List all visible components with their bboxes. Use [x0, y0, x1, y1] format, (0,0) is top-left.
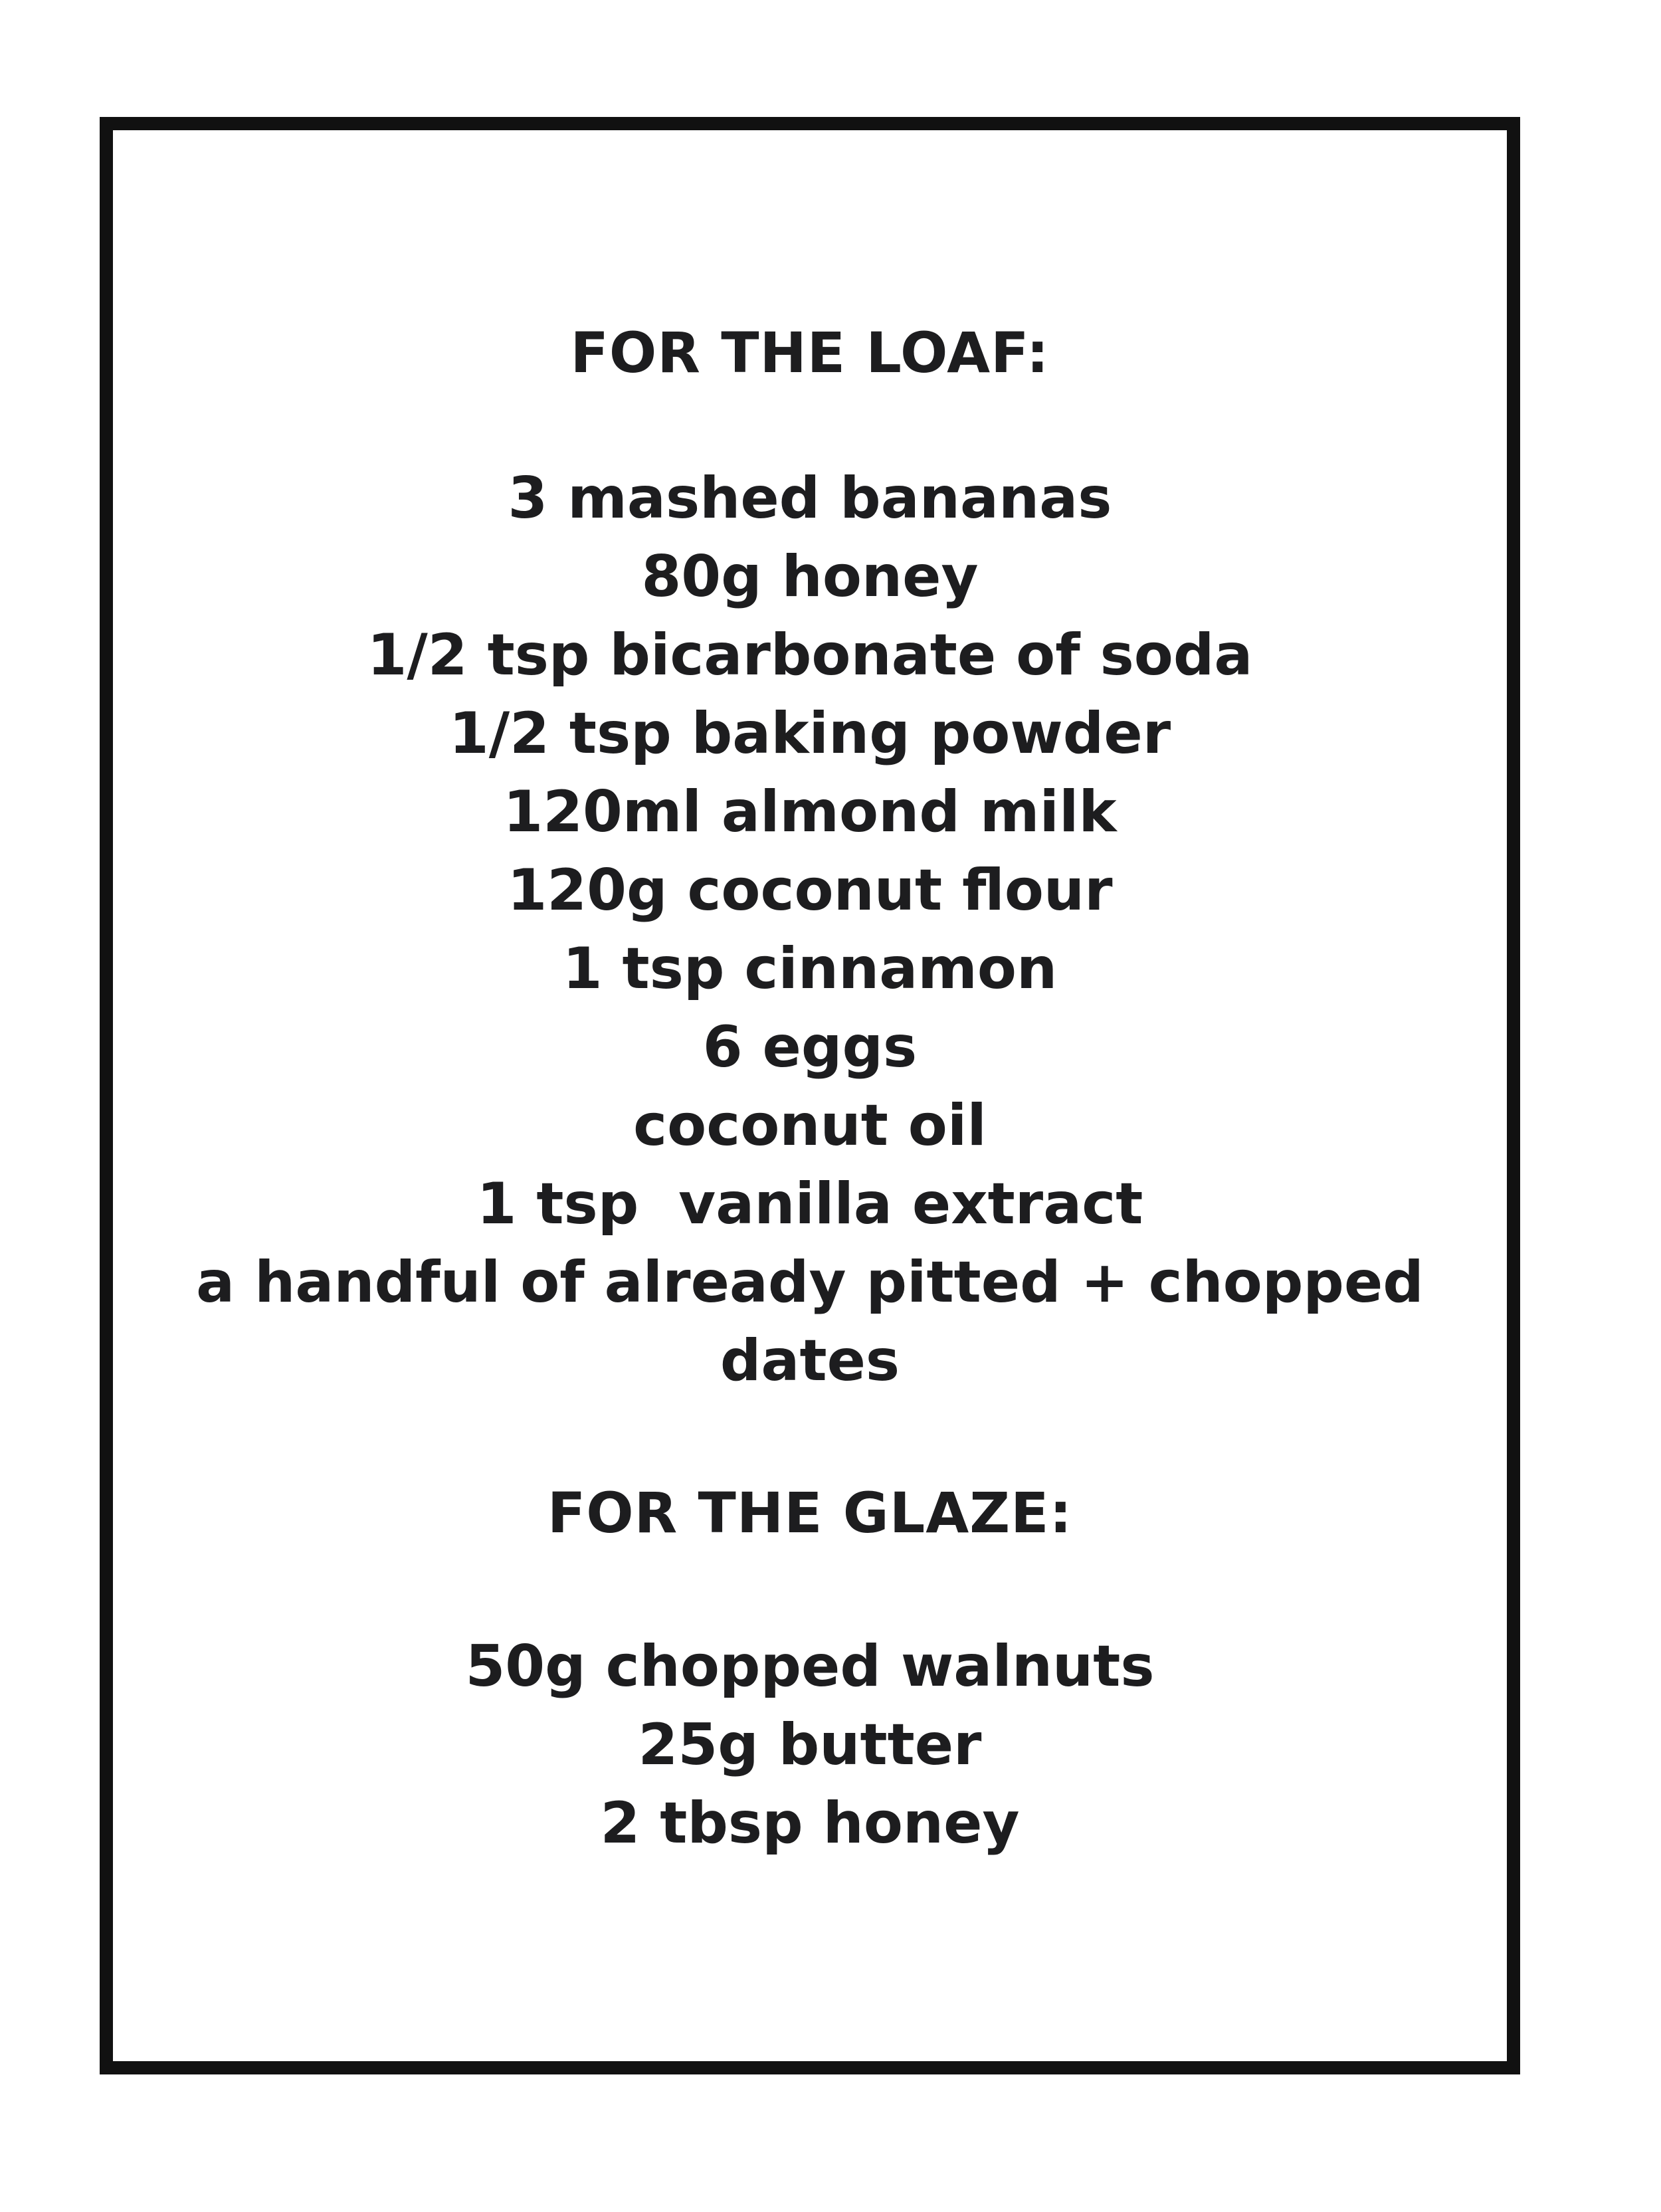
ingredient-item: 2 tbsp honey — [600, 1790, 1020, 1857]
glaze-heading: FOR THE GLAZE: — [547, 1480, 1073, 1546]
ingredient-item: 25g butter — [638, 1712, 982, 1778]
recipe-content — [113, 313, 1507, 1862]
ingredient-item: 50g chopped walnuts — [465, 1633, 1155, 1700]
ingredient-text: a handful of already pitted + chopped dates — [196, 1249, 1424, 1394]
ingredient-item: coconut oil — [633, 1092, 987, 1159]
loaf-heading: FOR THE LOAF: — [570, 320, 1050, 385]
ingredient-item: 80g honey — [641, 544, 979, 610]
recipe-card-frame — [100, 117, 1520, 2074]
ingredient-item: 1 tsp vanilla extract — [476, 1171, 1143, 1237]
ingredient-item: 6 eggs — [702, 1014, 918, 1080]
ingredient-item: 1/2 tsp bicarbonate of soda — [367, 622, 1253, 688]
loaf-ingredient-list — [113, 459, 1507, 1400]
glaze-ingredient-list — [113, 1627, 1507, 1862]
ingredient-item: 120ml almond milk — [503, 779, 1117, 845]
ingredient-item: 1/2 tsp baking powder — [448, 700, 1171, 767]
ingredient-item: 3 mashed bananas — [508, 465, 1112, 532]
ingredient-item — [113, 1243, 1507, 1400]
ingredient-item: 1 tsp cinnamon — [562, 936, 1058, 1002]
ingredient-item: 120g coconut flour — [507, 857, 1113, 924]
